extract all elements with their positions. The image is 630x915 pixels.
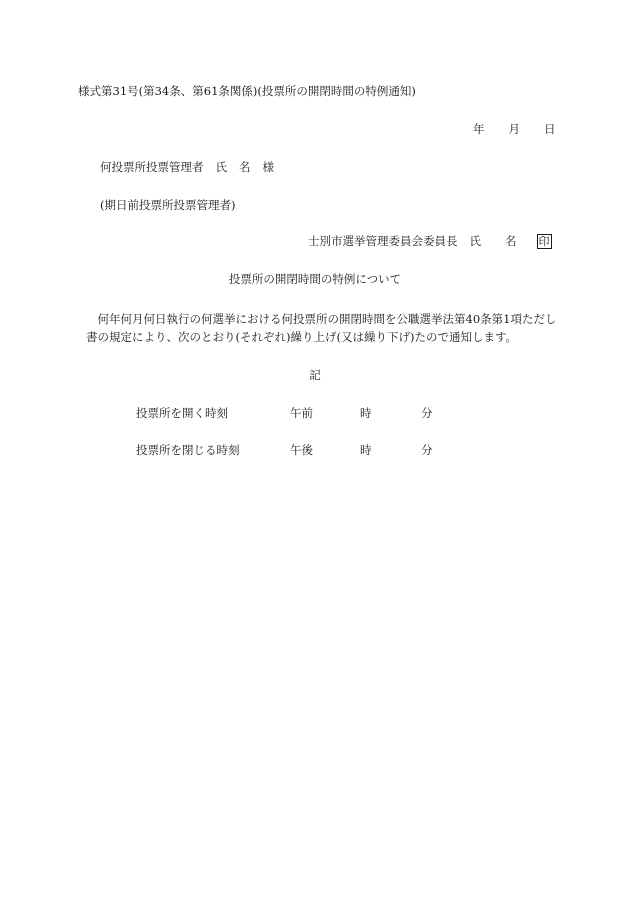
seal-mark: 印 <box>538 235 550 248</box>
addressee-honorific: 様 <box>262 160 274 174</box>
time-hour: 時 <box>360 443 372 457</box>
addressee-name-2: 名 <box>239 160 251 174</box>
body-text: 何年何月何日執行の何選挙における何投票所の開閉時間を公職選挙法第40条第1項ただし書の規定により、次のとおり(それぞれ)繰り上げ(又は繰り下げ)たので通知します。 <box>86 312 557 344</box>
ki-heading: 記 <box>309 368 321 382</box>
date-day: 日 <box>544 122 556 136</box>
sender-org: 士別市選挙管理委員会委員長 <box>308 234 458 248</box>
time-minute: 分 <box>421 443 433 457</box>
time-label: 投票所を開く時刻 <box>136 406 228 420</box>
date-row <box>473 121 556 137</box>
form-header: 様式第31号(第34条、第61条関係)(投票所の開閉時間の特例通知) <box>78 84 416 98</box>
time-row-close <box>0 442 630 458</box>
addressee-title: 何投票所投票管理者 <box>100 160 204 174</box>
addressee-name-1: 氏 <box>215 160 227 174</box>
addressee-sub: (期日前投票所投票管理者) <box>100 198 236 212</box>
time-ampm: 午後 <box>290 443 313 457</box>
time-hour: 時 <box>360 406 372 420</box>
sender <box>308 233 552 249</box>
time-label: 投票所を閉じる時刻 <box>136 443 240 457</box>
addressee <box>100 159 274 175</box>
date-year: 年 <box>473 122 485 136</box>
date-month: 月 <box>508 122 520 136</box>
time-row-open <box>0 405 630 421</box>
sender-name-1: 氏 <box>469 234 481 248</box>
time-ampm: 午前 <box>290 406 313 420</box>
time-minute: 分 <box>421 406 433 420</box>
sender-name-2: 名 <box>505 234 517 248</box>
subject: 投票所の開閉時間の特例について <box>228 272 402 286</box>
